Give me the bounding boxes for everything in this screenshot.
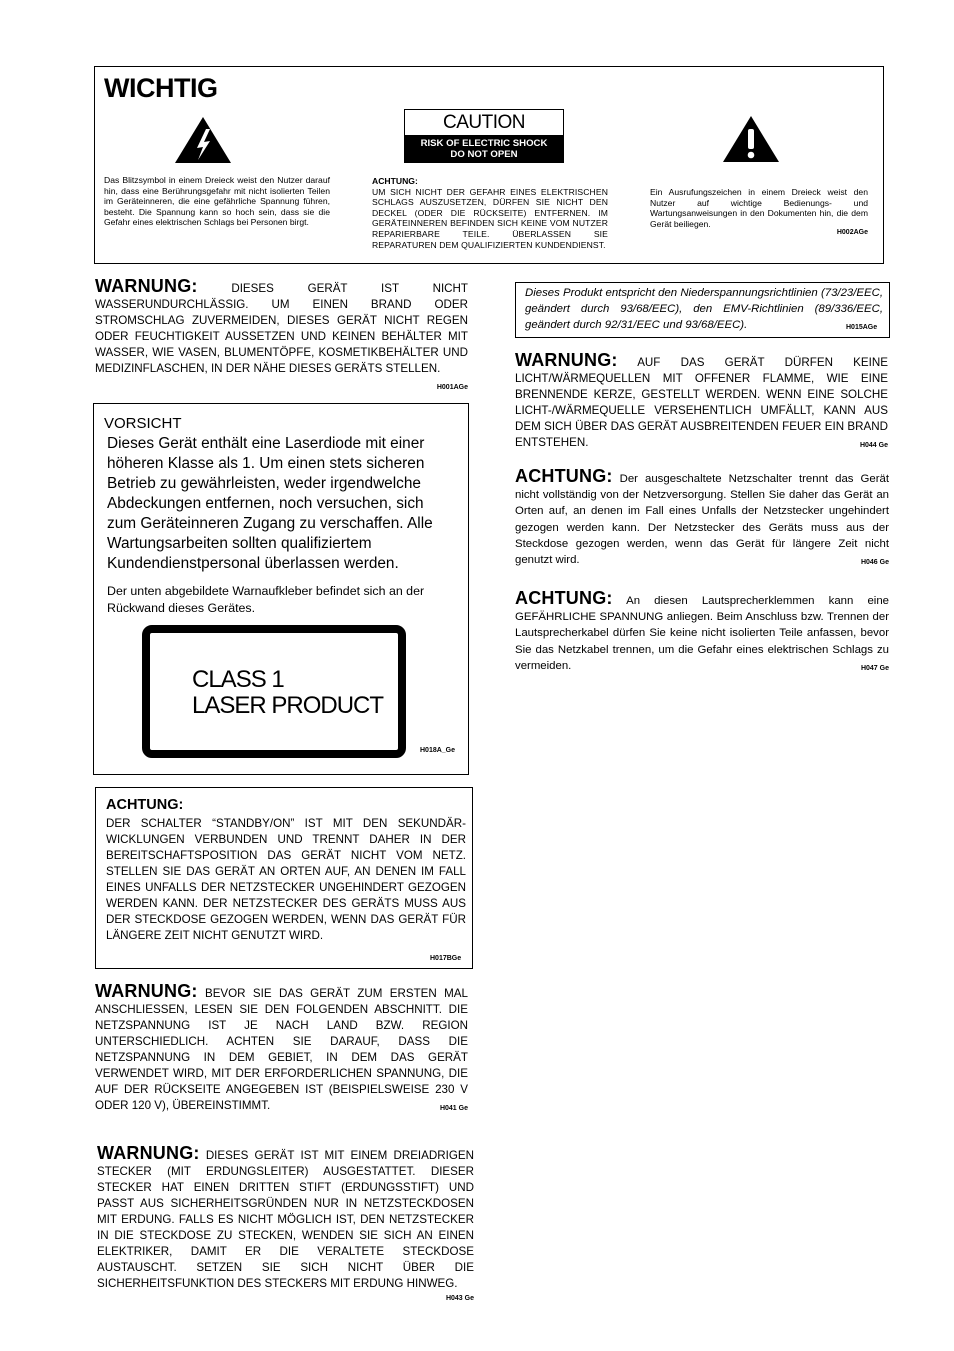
achtung-lautsprecher-code: H047 Ge [860,664,889,672]
caution-label [404,109,564,163]
wichtig-code: H002AGe [836,229,868,237]
achtung-standby-text: DER SCHALTER “STANDBY/ON” IST MIT DEN SEKUNDÄR-WICKLUNGEN VERBUNDEN UND TRENNT DAHER IN DER BEREITSCHAFTSPOSITION DAS GERÄT NICHT VOM NETZ. STELLEN SIE DAS GERÄT AN ORTEN AUF, AN DENEN IM FALL EINES UNFALLS DER NETZSTECKER UNGEHINDERT GEZOGEN WERDEN KANN. DER NETZSTECKER DES GERÄTS MUSS AUS DER STECKDOSE GEZOGEN WERDEN, WENN DAS GERÄT FÜR LÄNGERE ZEIT NICHT GENUTZT WIRD. [106,817,466,942]
vorsicht-text: Dieses Gerät enthält eine Laserdiode mit einer höheren Klasse als 1. Um einen stets sicheren Betrieb zu gewährleisten, weder irgendwelche Abdeckungen entfernen, noch versuchen, sich zum Geräteinneren Zugang zu verschaffen. Alle Wartungsarbeiten sollten qualifiziertem Kundendienstpersonal überlassen werden. [107,435,433,572]
warnung-flamme [515,352,888,454]
warnung-spannung-lead: WARNUNG: [95,981,198,1001]
vorsicht-note: Der unten abgebildete Warnaufkleber befindet sich an der Rückwand dieses Gerätes. [107,584,425,615]
achtung-netzschalter [515,468,889,571]
warnung-stecker [97,1145,474,1302]
richtlinien-box [515,282,890,338]
warnung-flamme-code: H044 Ge [859,442,888,449]
achtung-netzschalter-code: H046 Ge [860,559,889,567]
achtung-standby-box [95,787,473,969]
warnung-water-lead: WARNUNG: [95,276,198,296]
warnung-water [95,278,468,396]
achtung-standby-heading: ACHTUNG: [106,797,184,813]
caution-sub2: DO NOT OPEN [450,149,518,160]
warnung-spannung-text: BEVOR SIE DAS GERÄT ZUM ERSTEN MAL ANSCHLIESSEN, LESEN SIE DEN FOLGENDEN ABSCHNITT. DIE NETZSPANNUNG IST JE NACH LAND BZW. REGION UNTERSCHIEDLICH. ACHTEN SIE DARAUF, DASS DIE NETZSPANNUNG IN DEM GEBIET, IN DEM DAS GERÄT VERWENDET WIRD, MIT DER ERFORDERLICHEN SPANNUNG, DIE AUF DER RÜCKSEITE ANGEGEBEN IST (BEISPIELSWEISE 230 V ODER 120 V), ÜBEREINSTIMMT. [95,987,468,1112]
warnung-water-text: DIESES GERÄT IST NICHT WASSERUNDURCHLÄSSIG. UM EINEN BRAND ODER STROMSCHLAG ZUVERMEIDEN, DIESES GERÄT NICHT REGEN ODER FEUCHTIGKEIT AUSSETZEN UND KEINEN BEHÄLTER MIT WASSER, WIE VASEN, BLUMENTÖPFE, KOSMETIKBEHÄLTER UND MEDIZINFLASCHEN, IN DER NÄHE DIESES GERÄTS STELLEN. [95,282,468,375]
warnung-flamme-text: AUF DAS GERÄT DÜRFEN KEINE LICHT/WÄRMEQUELLEN MIT OFFENER FLAMME, WIE EINE BRENNENDE KERZE, GESTELLT WERDEN. WENN EINE SOLCHE LICHT-/WÄRMEQUELLE VERSEHENTLICH UMFÄLLT, KANN AUS DEM SICH ÜBER DAS GERÄT AUSBREITENDEN FEUER EIN BRAND ENTSTEHEN. [515,356,888,449]
vorsicht-heading: VORSICHT [104,415,182,432]
warnung-water-code: H001AGe [436,384,468,391]
vorsicht-box [93,403,469,775]
laser-label-line2: LASER PRODUCT [192,692,384,719]
warnung-spannung-code: H041 Ge [439,1105,468,1112]
lightning-warning-icon [173,115,233,165]
achtung-lautsprecher-lead: ACHTUNG: [515,588,613,608]
warnung-stecker-text: DIESES GERÄT IST MIT EINEM DREIADRIGEN STECKER (MIT ERDUNGSLEITER) AUSGESTATTET. DIESER STECKER HAT EINEN DRITTEN STIFT (ERDUNGSSTIFT) UND PASST AUS SICHERHEITSGRÜNDEN NUR IN NETZSTECKDOSEN MIT ERDUNG. FALLS ES NICHT MÖGLICH IST, DEN NETZSTECKER IN DIE STECKDOSE ZU STECKEN, WENDEN SIE SICH AN EINEN ELEKTRIKER, DAMIT ER DIE VERALTETE STECKDOSE AUSTAUSCHT. SETZEN SIE SICH NICHT ÜBER DIE SICHERHEITSFUNKTION DES STECKERS MIT ERDUNG HINWEG. [97,1149,474,1290]
warnung-spannung [95,983,468,1117]
exclamation-warning-icon [721,114,781,164]
vorsicht-code: H018A_Ge [420,747,456,754]
warnung-flamme-lead: WARNUNG: [515,350,618,370]
achtung-cover-block [372,176,608,250]
achtung-lautsprecher [515,590,889,677]
laser-class-label [142,625,406,758]
exclamation-explanation: Ein Ausrufungszeichen in einem Dreieck weist den Nutzer auf wichtige Bedienungs- und Wartungsanweisungen in den Dokumenten hin, die dem Gerät beiliegen. [650,187,868,229]
caution-title: CAUTION [443,112,525,133]
richtlinien-text: Dieses Produkt entspricht den Niederspannungsrichtlinien (73/23/EEC, geändert durch 93/68/EEC), den EMV-Richtlinien (89/336/EEC, geändert durch 92/31/EEC und 93/68/EEC). [525,287,883,331]
laser-label-line1: CLASS 1 [192,666,284,693]
achtung-standby-code: H017BGe [430,955,462,962]
lightning-explanation: Das Blitzsymbol in einem Dreieck weist den Nutzer darauf hin, dass eine Berührungsgefahr mit nicht isolierten Teilen im Geräteinneren, die eine gefährliche Spannung führen, besteht. Die Spannung kann so hoch sein, dass sie die Gefahr eines elektrischen Schlags bei Personen birgt. [104,175,330,228]
achtung-netzschalter-text: Der ausgeschaltete Netzschalter trennt das Gerät nicht vollständig von der Netzversorgung. Stellen Sie daher das Gerät an Orten auf, an denen im Fall eines Unfalls der Netzstecker ungehindert gezogen werden kann. Der Netzstecker des Geräts muss aus der Steckdose gezogen werden, wenn das Gerät für längere Zeit nicht genutzt wird. [515,473,889,567]
wichtig-title: WICHTIG [104,73,218,103]
achtung-lautsprecher-text: An diesen Lautsprecherklemmen kann eine GEFÄHRLICHE SPANNUNG anliegen. Beim Anschluss bzw. Trennen der Lautsprecherkabel dürfen Sie keine nicht isolierten Teile anfassen, bevor Sie das Netzkabel trennen, um die Gefahr eines elektrischen Schlags zu vermeiden. [515,595,889,672]
wichtig-box [94,66,884,264]
warnung-stecker-lead: WARNUNG: [97,1143,200,1163]
exclamation-explanation-block [650,187,868,236]
achtung-cover-heading: ACHTUNG: [372,176,418,186]
richtlinien-code: H015AGe [846,324,878,331]
achtung-netzschalter-lead: ACHTUNG: [515,466,613,486]
caution-sub1: RISK OF ELECTRIC SHOCK [420,138,548,149]
achtung-cover-text: UM SICH NICHT DER GEFAHR EINES ELEKTRISCHEN SCHLAGS AUSZUSETZEN, DÜRFEN SIE NICHT DEN DECKEL (ODER DIE RÜCKSEITE) ENTFERNEN. IM GERÄTEINNEREN BEFINDEN SICH KEINE VOM NUTZER REPARIERBARE TEILE. ÜBERLASSEN SIE REPARATUREN DEM QUALIFIZIERTEN KUNDENDIENST. [372,186,608,250]
warnung-stecker-code: H043 Ge [445,1295,474,1302]
